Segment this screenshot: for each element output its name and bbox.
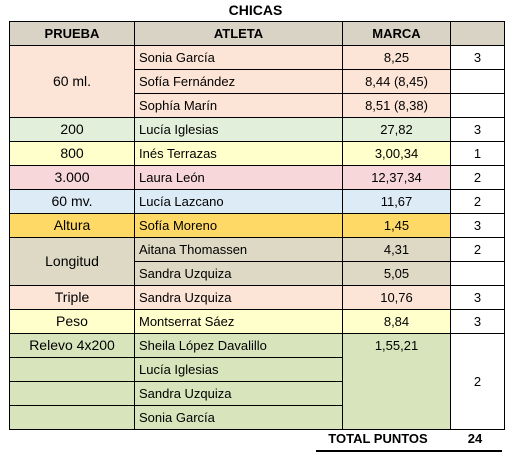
total-value: 24 xyxy=(467,431,483,446)
table-row xyxy=(10,214,505,238)
points-value: 2 xyxy=(451,166,505,190)
mark-value: 12,37,34 xyxy=(343,166,451,190)
header-marca: MARCA xyxy=(343,22,451,46)
event-name: 60 mv. xyxy=(10,190,135,214)
mark-value: 4,31 xyxy=(343,238,451,262)
table-row xyxy=(10,190,505,214)
athlete-name: Lucía Lazcano xyxy=(135,190,343,214)
event-name: 3.000 xyxy=(10,166,135,190)
mark-value: 8,25 xyxy=(343,46,451,70)
mark-value: 11,67 xyxy=(343,190,451,214)
event-name: 200 xyxy=(10,118,135,142)
mark-value: 8,44 (8,45) xyxy=(343,70,451,94)
points-value: 3 xyxy=(451,118,505,142)
athlete-name: Sonia García xyxy=(135,406,343,430)
mark-value: 1,55,21 xyxy=(343,334,451,430)
event-name-blank xyxy=(10,382,135,406)
athlete-name: Sofía Moreno xyxy=(135,214,343,238)
points-value: 3 xyxy=(451,214,505,238)
mark-value: 8,84 xyxy=(343,310,451,334)
table-row xyxy=(10,334,505,358)
table-row xyxy=(10,118,505,142)
header-prueba: PRUEBA xyxy=(10,22,135,46)
event-name: Relevo 4x200 xyxy=(10,334,135,358)
event-name-blank xyxy=(10,358,135,382)
table-row xyxy=(10,286,505,310)
mark-value: 1,45 xyxy=(343,214,451,238)
table-row xyxy=(10,238,505,262)
event-name: Triple xyxy=(10,286,135,310)
points-value: 3 xyxy=(451,286,505,310)
athlete-name: Sandra Uzquiza xyxy=(135,262,343,286)
event-name-blank xyxy=(10,406,135,430)
total-points xyxy=(316,429,502,449)
table-row xyxy=(10,46,505,70)
event-name: 60 ml. xyxy=(10,46,135,118)
header-puntos xyxy=(451,22,505,46)
athlete-name: Sonia García xyxy=(135,46,343,70)
header-atleta: ATLETA xyxy=(135,22,343,46)
athlete-name: Laura León xyxy=(135,166,343,190)
points-value xyxy=(451,94,505,118)
athlete-name: Montserrat Sáez xyxy=(135,310,343,334)
table-row xyxy=(10,166,505,190)
athlete-name: Sofía Fernández xyxy=(135,70,343,94)
points-value xyxy=(451,70,505,94)
athlete-name: Sandra Uzquiza xyxy=(135,382,343,406)
mark-value: 5,05 xyxy=(343,262,451,286)
event-name: Peso xyxy=(10,310,135,334)
mark-value: 3,00,34 xyxy=(343,142,451,166)
athlete-name: Lucía Iglesias xyxy=(135,118,343,142)
event-name: Altura xyxy=(10,214,135,238)
total-label: TOTAL PUNTOS xyxy=(328,431,428,446)
table-row xyxy=(10,310,505,334)
mark-value: 27,82 xyxy=(343,118,451,142)
table-row xyxy=(10,142,505,166)
points-value: 3 xyxy=(451,46,505,70)
points-value: 2 xyxy=(451,190,505,214)
athlete-name: Sophía Marín xyxy=(135,94,343,118)
event-name: Longitud xyxy=(10,238,135,286)
header-row xyxy=(10,22,505,46)
mark-value: 8,51 (8,38) xyxy=(343,94,451,118)
points-value: 2 xyxy=(451,238,505,262)
points-value xyxy=(451,262,505,286)
points-value: 3 xyxy=(451,310,505,334)
event-name: 800 xyxy=(10,142,135,166)
mark-value: 10,76 xyxy=(343,286,451,310)
results-table xyxy=(9,21,505,430)
points-value: 2 xyxy=(451,334,505,430)
total-underline xyxy=(316,450,502,452)
points-value: 1 xyxy=(451,142,505,166)
athlete-name: Inés Terrazas xyxy=(135,142,343,166)
athlete-name: Aitana Thomassen xyxy=(135,238,343,262)
page-title: CHICAS xyxy=(228,2,283,18)
athlete-name: Lucía Iglesias xyxy=(135,358,343,382)
athlete-name: Sheila López Davalillo xyxy=(135,334,343,358)
athlete-name: Sandra Uzquiza xyxy=(135,286,343,310)
